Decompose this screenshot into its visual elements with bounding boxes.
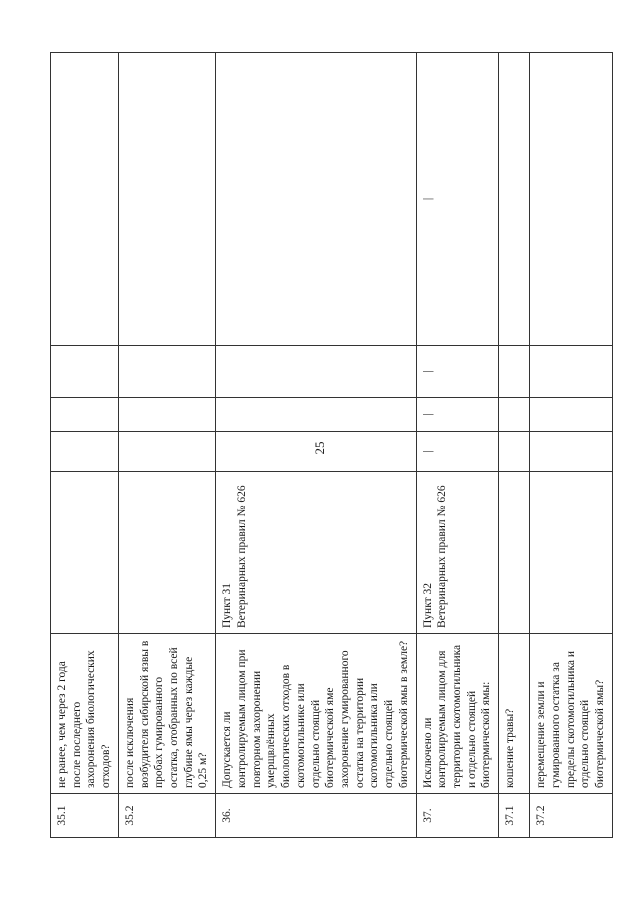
row-question: Допускается ли контролируемым лицом при повторном захоронении умерщвлённых биологических отходов в скотомогильнике или отдельно стоящей биотермической яме захоронение гумированного остатка на территории скотомогильника или отдельно стоящей биотермической ямы в земле? [216,634,416,794]
row-note [530,53,613,346]
answer-not-applicable [51,346,119,398]
table-row [51,53,119,838]
reference-clause: Пункт 32 [421,582,434,628]
row-note: | [416,53,499,346]
checklist-table [50,52,613,838]
answer-no [216,398,416,432]
answer-yes [530,432,613,472]
row-reference [51,472,119,634]
row-reference [416,472,499,634]
row-question: после исключения возбудителя сибирской язвы в пробах гумированного остатка, отобранных по всей глубине ямы через каждые 0,25 м? [118,634,215,794]
row-reference [530,472,613,634]
answer-not-applicable [530,346,613,398]
answer-not-applicable [118,346,215,398]
answer-no [51,398,119,432]
row-number: 35.1 [51,794,119,838]
table-row [216,53,416,838]
reference-clause: Пункт 31 [221,582,234,628]
reference-document: Ветеринарных правил № 626 [436,485,449,628]
row-note [51,53,119,346]
answer-no: | [416,398,499,432]
row-reference [118,472,215,634]
row-reference [499,472,530,634]
row-number: 37.1 [499,794,530,838]
answer-yes: | [416,432,499,472]
answer-yes [499,432,530,472]
answer-not-applicable [499,346,530,398]
row-note [118,53,215,346]
page-number: 25 [312,441,327,455]
table-row [118,53,215,838]
answer-no [499,398,530,432]
answer-yes [118,432,215,472]
table-row [530,53,613,838]
row-number: 36. [216,794,416,838]
table-row [499,53,530,838]
answer-no [118,398,215,432]
row-reference [216,472,416,634]
answer-no [530,398,613,432]
row-question: Исключено ли контролируемым лицом для территории скотомогильника и отдельно стоящей биотермической ямы: [416,634,499,794]
row-question: кошение травы? [499,634,530,794]
row-question: не ранее, чем через 2 года после последнего захоронения биологических отходов? [51,634,119,794]
row-number: 37.2 [530,794,613,838]
answer-not-applicable: | [416,346,499,398]
row-note [499,53,530,346]
answer-yes [51,432,119,472]
reference-document: Ветеринарных правил № 626 [235,485,248,628]
answer-not-applicable [216,346,416,398]
row-question: перемещение земли и гумированного остатка за пределы скотомогильника и отдельно стоящей биотермической ямы? [530,634,613,794]
row-note [216,53,416,346]
table-row [416,53,499,838]
row-number: 35.2 [118,794,215,838]
rotated-checklist [50,53,606,838]
answer-yes [216,432,416,472]
row-number: 37. [416,794,499,838]
